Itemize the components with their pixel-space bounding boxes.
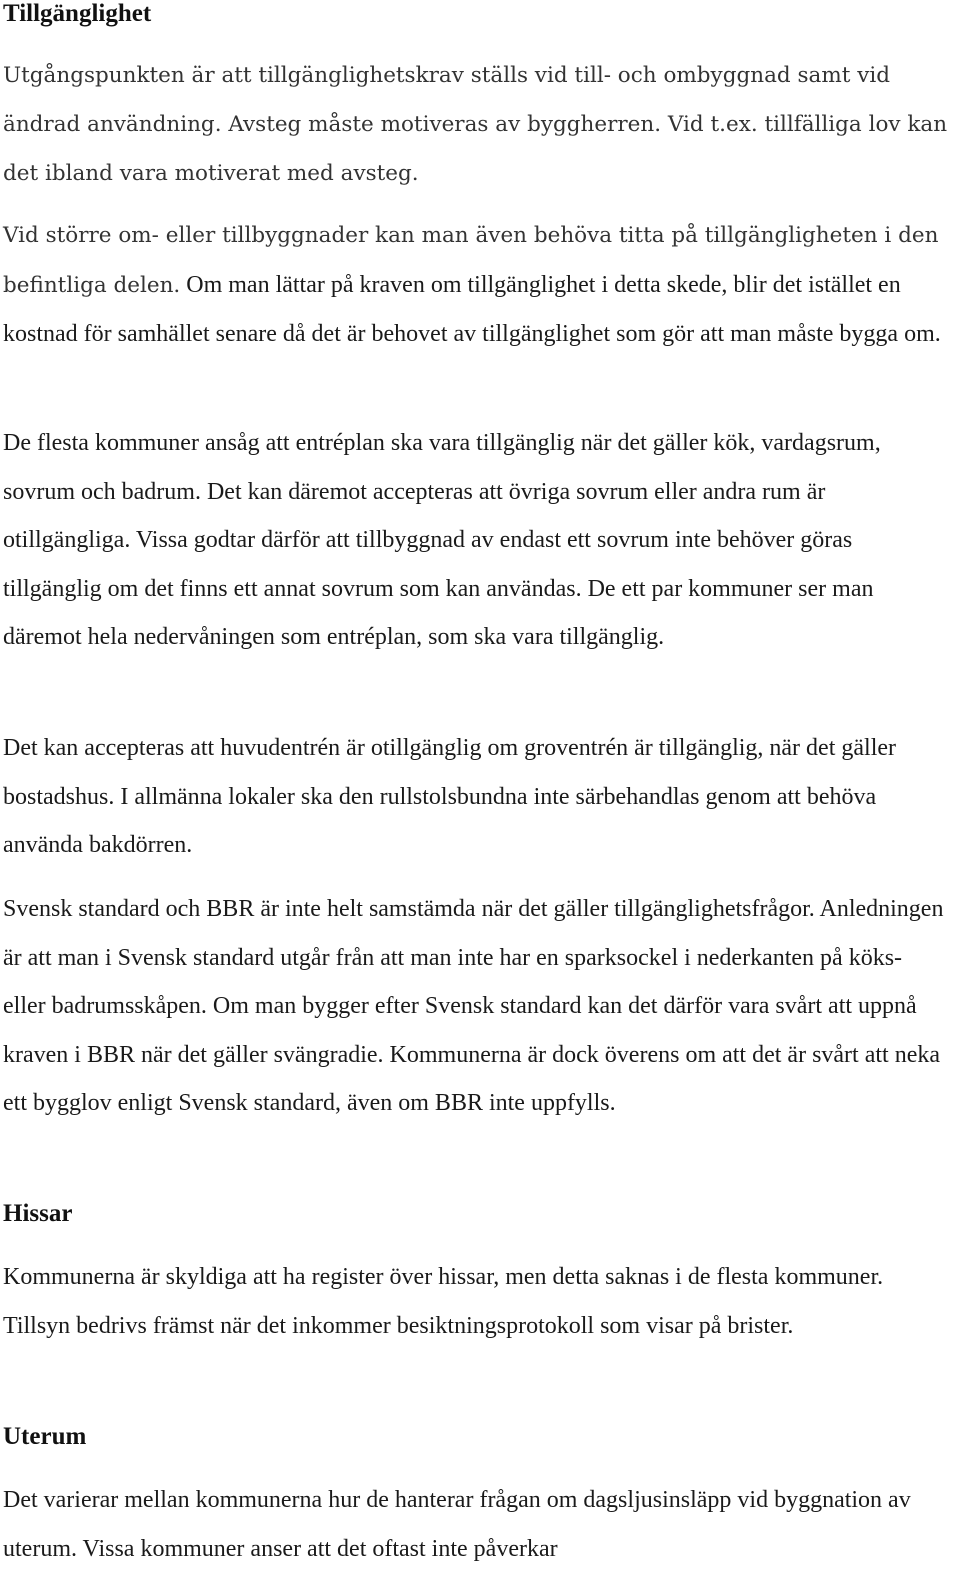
- section-heading-uterum: Uterum: [3, 1423, 87, 1450]
- paragraph-text: Det kan accepteras att huvudentrén är otillgänglig om groventrén är tillgänglig, när det gäller bostadshus. I allmänna lokaler ska den rullstolsbundna inte särbehandlas genom att behöva använda bakdörren.: [3, 735, 897, 858]
- paragraph: [3, 51, 948, 198]
- paragraph: [3, 885, 948, 1128]
- paragraph-text: Svensk standard och BBR är inte helt samstämda när det gäller tillgänglighetsfrågor. Anledningen är att man i Svensk standard utgår från att man inte har en sparksockel i nederkanten på köks- eller badrumsskåpen. Om man bygger efter Svensk standard kan det därför vara svårt att uppnå kraven i BBR när det gäller svängradie. Kommunerna är dock överens om att det är svårt att neka ett bygglov enligt Svensk standard, även om BBR inte uppfylls.: [3, 896, 944, 1116]
- paragraph-text: Om man lättar på kraven om tillgänglighet i detta skede, blir det istället en kostnad för samhället senare då det är behovet av tillgänglighet som gör att man måste bygga om.: [3, 271, 941, 347]
- paragraph: [3, 419, 948, 662]
- paragraph-text: Utgångspunkten är att tillgänglighetskrav ställs vid till- och ombyggnad samt vid ändrad användning. Avsteg måste motiveras av byggherren. Vid t.ex. tillfälliga lov kan det ibland vara motiverat med avsteg.: [3, 63, 948, 186]
- paragraph-text: Vid större om- eller tillbyggnader kan man även behöva titta på tillgängligheten i den befintliga delen.: [3, 223, 939, 298]
- paragraph-text: De flesta kommuner ansåg att entréplan ska vara tillgänglig när det gäller kök, vardagsrum, sovrum och badrum. Det kan däremot accepteras att övriga sovrum eller andra rum är otillgängliga. Vissa godtar därför att tillbyggnad av endast ett sovrum inte behöver göras tillgänglig om det finns ett annat sovrum som kan användas. De ett par kommuner ser man däremot hela nedervåningen som entréplan, som ska vara tillgänglig.: [3, 430, 881, 650]
- paragraph: [3, 211, 948, 359]
- paragraph: [3, 1476, 948, 1573]
- section-heading-tillganglighet: Tillgänglighet: [3, 0, 152, 27]
- paragraph-text: Det varierar mellan kommunerna hur de hanterar frågan om dagsljusinsläpp vid byggnation av uterum. Vissa kommuner anser att det oftast inte påverkar: [3, 1487, 911, 1562]
- paragraph: [3, 1253, 948, 1350]
- paragraph: [3, 724, 948, 870]
- paragraph-text: Kommunerna är skyldiga att ha register över hissar, men detta saknas i de flesta kommuner. Tillsyn bedrivs främst när det inkommer besiktningsprotokoll som visar på brister.: [3, 1264, 884, 1339]
- section-heading-hissar: Hissar: [3, 1200, 73, 1227]
